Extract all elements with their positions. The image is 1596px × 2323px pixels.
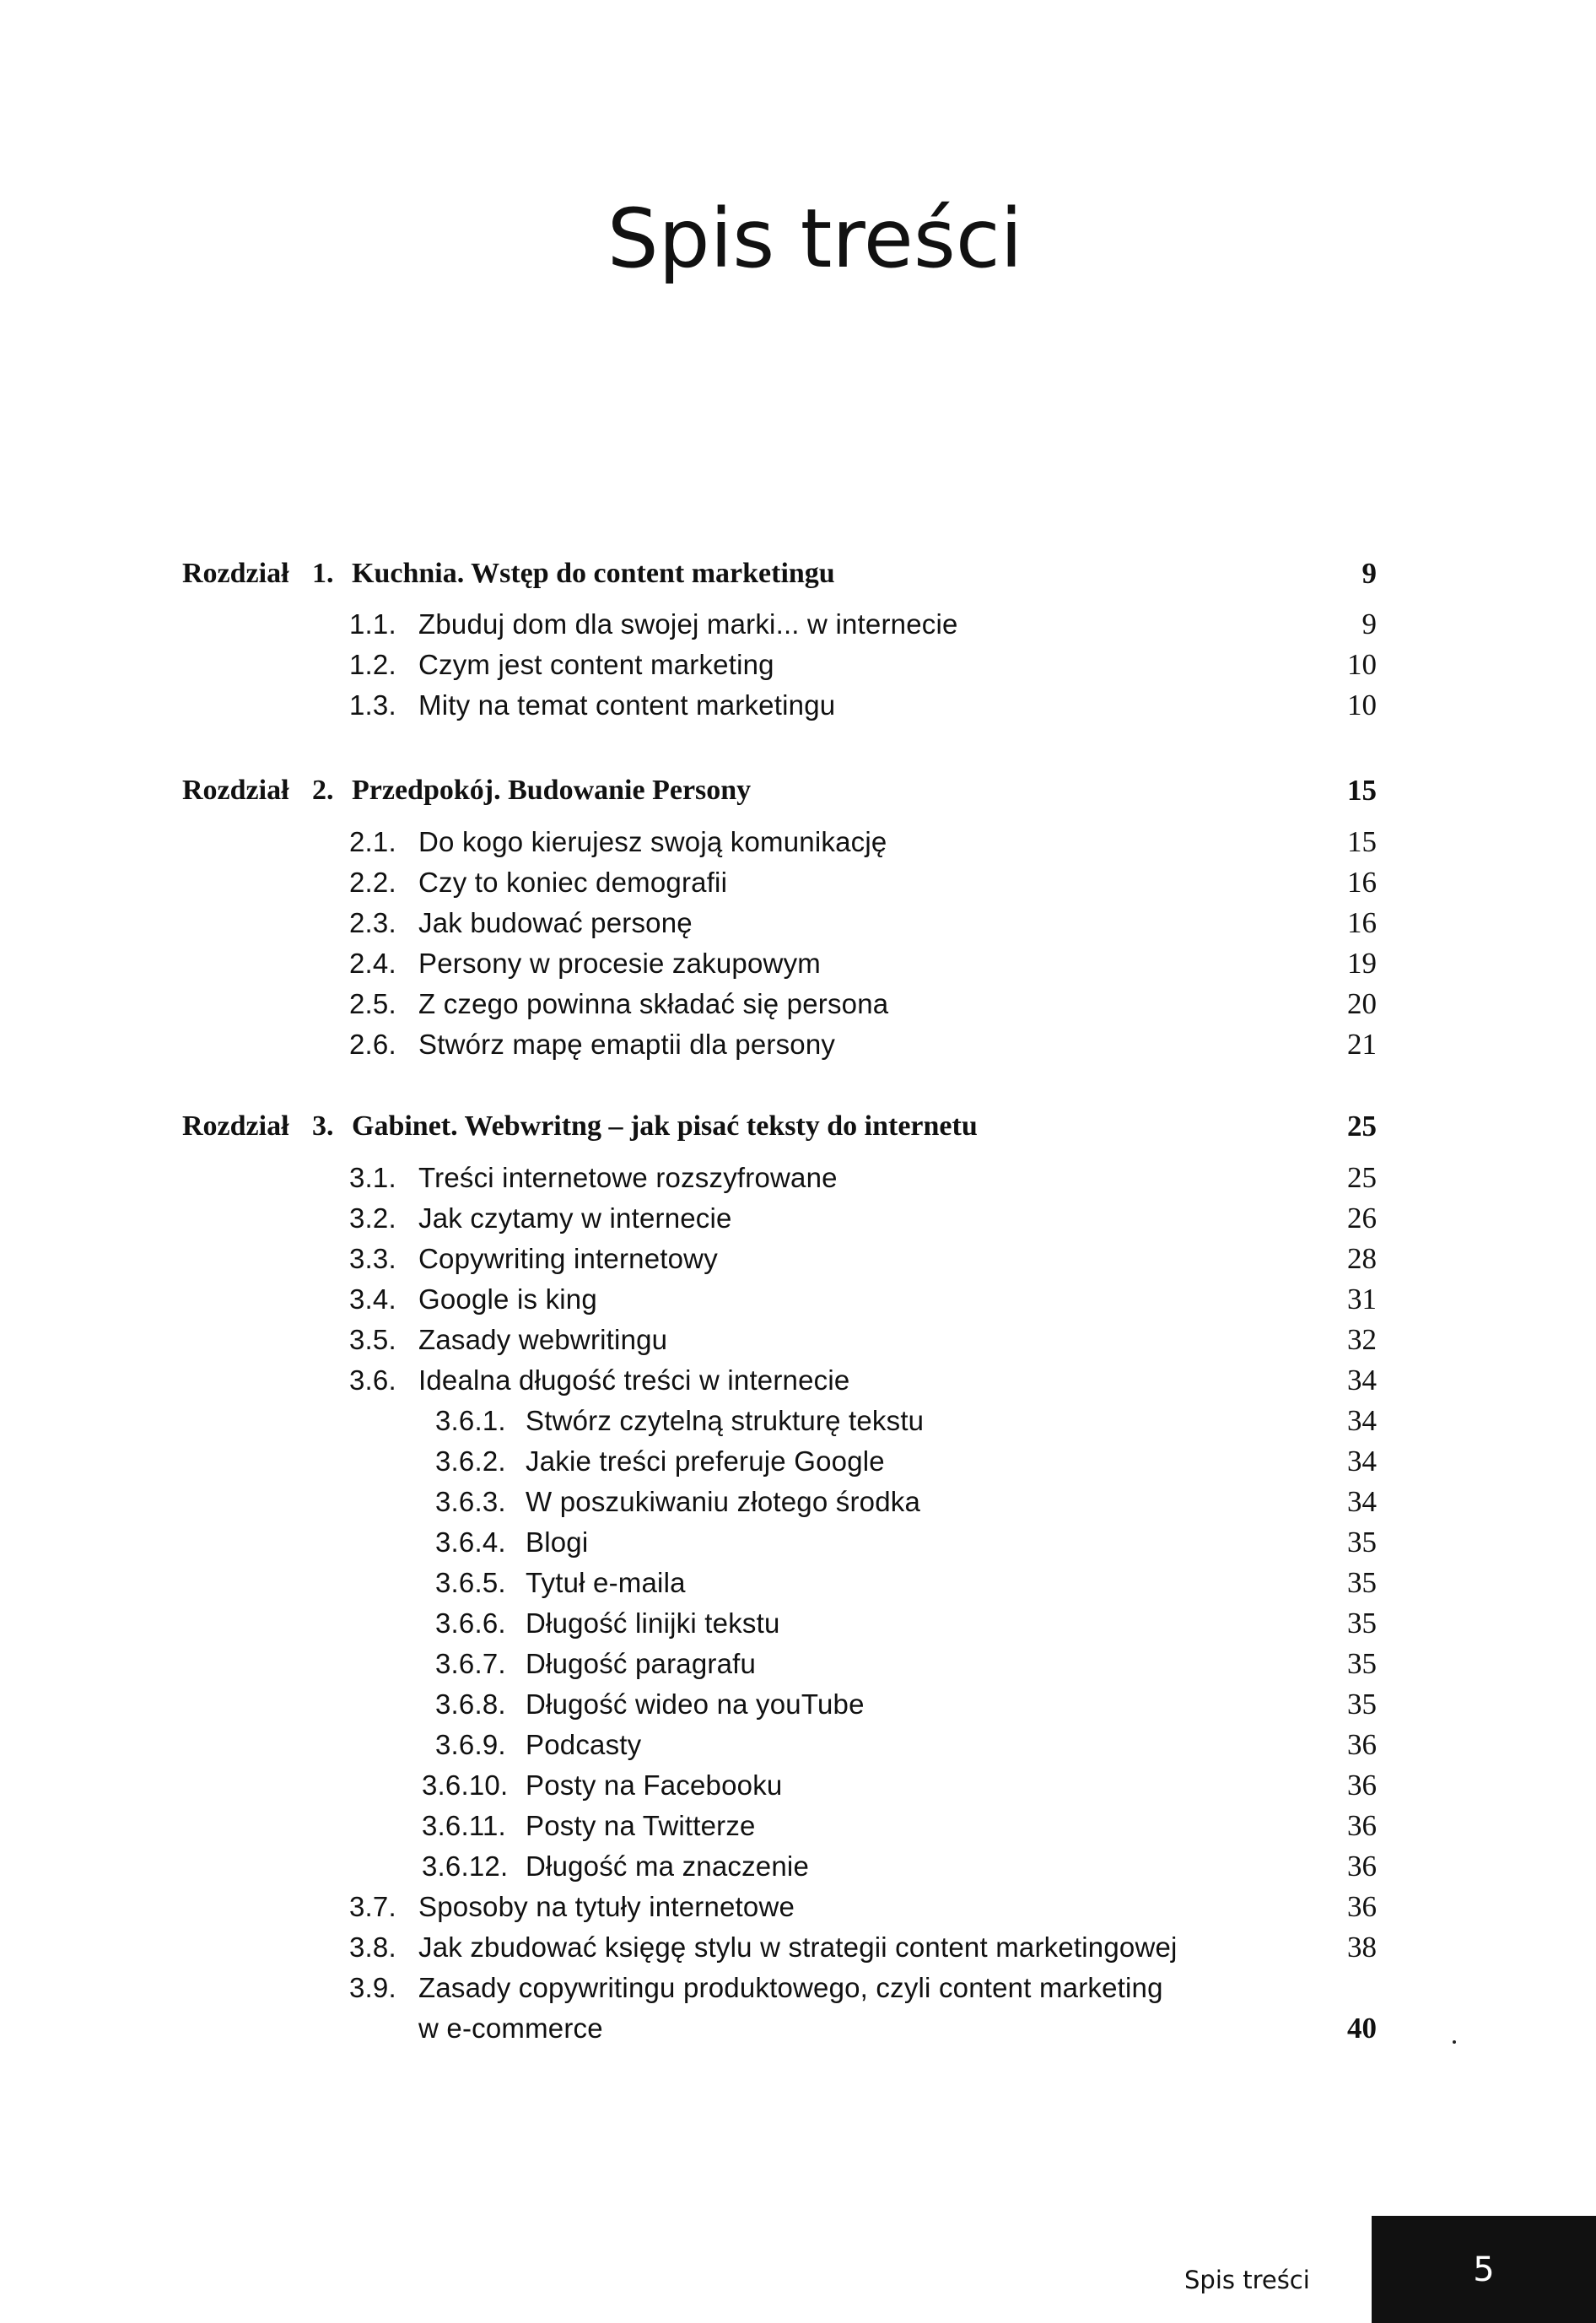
section-page: 16 <box>1347 866 1377 899</box>
section-number: 3.6.12. <box>422 1850 509 1882</box>
section-title: Jak zbudować księgę stylu w strategii content marketingowej <box>418 1931 1178 1963</box>
chapter-1-row <box>0 554 1596 594</box>
toc-entry <box>0 984 1596 1024</box>
section-title: Posty na Facebooku <box>526 1769 783 1801</box>
section-page: 34 <box>1347 1364 1377 1397</box>
section-title: Google is king <box>418 1283 597 1315</box>
section-title-continuation: w e-commerce <box>418 2012 603 2044</box>
toc-entry-continuation <box>0 2008 1596 2049</box>
section-page: 19 <box>1347 947 1377 980</box>
section-page: 20 <box>1347 987 1377 1020</box>
section-title: Idealna długość treści w internecie <box>418 1364 850 1396</box>
section-title: Treści internetowe rozszyfrowane <box>418 1162 838 1193</box>
section-number: 3.6.8. <box>435 1688 506 1720</box>
section-number: 2.3. <box>349 907 396 938</box>
toc-entry <box>0 1968 1596 2008</box>
toc-entry <box>0 1806 1596 1846</box>
section-number: 3.6.7. <box>435 1648 506 1679</box>
section-page: 36 <box>1347 1890 1377 1923</box>
section-number: 3.8. <box>349 1931 396 1963</box>
toc-entry <box>0 1441 1596 1482</box>
section-title: Stwórz czytelną strukturę tekstu <box>526 1405 925 1436</box>
toc-entry <box>0 604 1596 645</box>
section-title: Stwórz mapę emaptii dla persony <box>418 1029 836 1060</box>
section-number: 3.6.10. <box>422 1769 509 1801</box>
section-title: Zbuduj dom dla swojej marki... w internecie <box>418 608 958 640</box>
section-title: Zasady copywritingu produktowego, czyli content marketing <box>418 1972 1163 2003</box>
section-number: 1.3. <box>349 689 396 721</box>
toc-entry <box>0 1360 1596 1401</box>
toc-entry <box>0 1279 1596 1320</box>
section-title: Czym jest content marketing <box>418 649 774 680</box>
section-title: Tytuł e-maila <box>526 1567 686 1598</box>
section-title: Blogi <box>526 1526 589 1558</box>
section-page: 16 <box>1347 906 1377 939</box>
section-page: 15 <box>1347 825 1377 858</box>
section-page: 34 <box>1347 1445 1377 1478</box>
section-title: Czy to koniec demografii <box>418 867 728 898</box>
toc-entry <box>0 903 1596 943</box>
toc-entry <box>0 1522 1596 1563</box>
chapter-3-row <box>0 1106 1596 1147</box>
toc-entry <box>0 943 1596 984</box>
section-title: Mity na temat content marketingu <box>418 689 836 721</box>
section-title: Do kogo kierujesz swoją komunikację <box>418 826 887 857</box>
section-page: 28 <box>1347 1242 1377 1275</box>
chapter-label: Rozdział <box>182 558 289 589</box>
toc-entry <box>0 1158 1596 1198</box>
chapter-page: 9 <box>1361 557 1377 590</box>
chapter-number: 2. <box>312 775 334 806</box>
section-title: Persony w procesie zakupowym <box>418 948 821 979</box>
section-number: 1.2. <box>349 649 396 680</box>
chapter-label: Rozdział <box>182 775 289 806</box>
section-title: Długość paragrafu <box>526 1648 757 1679</box>
chapter-title: Gabinet. Webwritng – jak pisać teksty do internetu <box>352 1110 978 1142</box>
section-title: Długość wideo na youTube <box>526 1688 865 1720</box>
section-page: 35 <box>1347 1647 1377 1680</box>
toc-entry <box>0 1563 1596 1603</box>
section-title: Długość linijki tekstu <box>526 1607 780 1639</box>
section-number: 3.6.2. <box>435 1445 506 1477</box>
chapter-title: Kuchnia. Wstęp do content marketingu <box>352 558 835 589</box>
section-number: 3.9. <box>349 1972 396 2003</box>
section-title: Jak czytamy w internecie <box>418 1202 732 1234</box>
toc-entry <box>0 1603 1596 1644</box>
section-page: 10 <box>1347 648 1377 681</box>
section-page: 35 <box>1347 1607 1377 1640</box>
section-title: Długość ma znaczenie <box>526 1850 809 1882</box>
section-page: 36 <box>1347 1809 1377 1842</box>
chapter-title: Przedpokój. Budowanie Persony <box>352 775 752 806</box>
section-page: 21 <box>1347 1028 1377 1061</box>
toc-entry <box>0 1684 1596 1725</box>
section-page: 10 <box>1347 689 1377 721</box>
section-title: Zasady webwritingu <box>418 1324 668 1355</box>
toc-entry <box>0 1765 1596 1806</box>
section-page: 25 <box>1347 1161 1377 1194</box>
section-title: Podcasty <box>526 1729 642 1760</box>
section-number: 2.5. <box>349 988 396 1019</box>
section-number: 2.4. <box>349 948 396 979</box>
section-page: 34 <box>1347 1485 1377 1518</box>
toc-entry <box>0 1725 1596 1765</box>
toc-entry <box>0 1927 1596 1968</box>
section-number: 3.6.1. <box>435 1405 506 1436</box>
scan-speck <box>1453 2040 1456 2044</box>
section-number: 3.6.5. <box>435 1567 506 1598</box>
section-page: 26 <box>1347 1202 1377 1234</box>
section-number: 3.6. <box>349 1364 396 1396</box>
toc-entry <box>0 1024 1596 1065</box>
toc-entry <box>0 1320 1596 1360</box>
section-number: 3.3. <box>349 1243 396 1274</box>
chapter-number: 1. <box>312 558 334 589</box>
chapter-page: 25 <box>1347 1110 1377 1143</box>
section-title: Jak budować personę <box>418 907 693 938</box>
section-page: 32 <box>1347 1323 1377 1356</box>
section-number: 3.4. <box>349 1283 396 1315</box>
toc-entry <box>0 1846 1596 1887</box>
page-title: Spis treści <box>607 192 1023 286</box>
section-page: 36 <box>1347 1769 1377 1802</box>
toc-entry <box>0 1887 1596 1927</box>
section-number: 3.6.6. <box>435 1607 506 1639</box>
section-number: 2.6. <box>349 1029 396 1060</box>
section-number: 1.1. <box>349 608 396 640</box>
section-title: Jakie treści preferuje Google <box>526 1445 885 1477</box>
section-title: Copywriting internetowy <box>418 1243 718 1274</box>
section-page: 31 <box>1347 1283 1377 1315</box>
section-page: 35 <box>1347 1566 1377 1599</box>
section-page: 35 <box>1347 1688 1377 1721</box>
section-title: Posty na Twitterze <box>526 1810 756 1841</box>
toc-entry <box>0 1401 1596 1441</box>
chapter-2-row <box>0 770 1596 811</box>
section-page: 34 <box>1347 1404 1377 1437</box>
section-title: Sposoby na tytuły internetowe <box>418 1891 795 1922</box>
chapter-number: 3. <box>312 1110 334 1142</box>
section-number: 3.1. <box>349 1162 396 1193</box>
section-page: 38 <box>1347 1931 1377 1964</box>
section-number: 2.2. <box>349 867 396 898</box>
footer-page-box <box>1372 2216 1596 2323</box>
footer-label: Spis treści <box>1184 2266 1310 2294</box>
section-number: 3.6.4. <box>435 1526 506 1558</box>
toc-entry <box>0 1644 1596 1684</box>
section-number: 3.6.3. <box>435 1486 506 1517</box>
toc-entry <box>0 1198 1596 1239</box>
chapter-label: Rozdział <box>182 1110 289 1142</box>
toc-entry <box>0 822 1596 862</box>
section-number: 2.1. <box>349 826 396 857</box>
section-number: 3.2. <box>349 1202 396 1234</box>
chapter-page: 15 <box>1347 774 1377 807</box>
toc-entry <box>0 685 1596 726</box>
section-title: W poszukiwaniu złotego środka <box>526 1486 921 1517</box>
section-page: 40 <box>1347 2012 1377 2045</box>
toc-entry <box>0 1482 1596 1522</box>
toc-entry <box>0 645 1596 685</box>
section-page: 36 <box>1347 1850 1377 1883</box>
toc-entry <box>0 1239 1596 1279</box>
section-title: Z czego powinna składać się persona <box>418 988 889 1019</box>
section-page: 36 <box>1347 1728 1377 1761</box>
footer-page-number: 5 <box>1473 2250 1495 2289</box>
toc-entry <box>0 862 1596 903</box>
section-page: 9 <box>1361 608 1377 640</box>
section-number: 3.7. <box>349 1891 396 1922</box>
section-number: 3.6.9. <box>435 1729 506 1760</box>
section-number: 3.5. <box>349 1324 396 1355</box>
section-number: 3.6.11. <box>422 1810 506 1841</box>
section-page: 35 <box>1347 1526 1377 1559</box>
